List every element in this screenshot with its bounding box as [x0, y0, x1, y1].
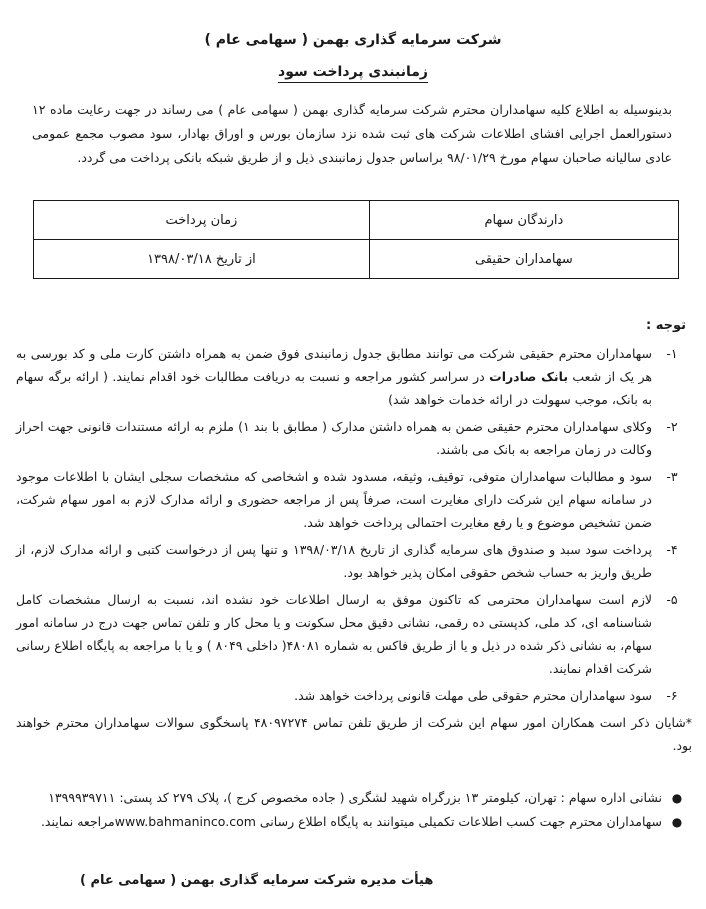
note-text: سود سهامداران محترم حقوقی طی مهلت قانونی پرداخت خواهد شد.: [294, 688, 652, 703]
note-number: ۶-: [666, 688, 678, 703]
cell-payment-date: از تاریخ ۱۳۹۸/۰۳/۱۸: [34, 240, 370, 279]
website-text: [32, 810, 662, 834]
board-signature: هیأت مدیره شرکت سرمایه گذاری بهمن ( سهامی عام ): [80, 873, 434, 888]
note-number: ۵-: [666, 592, 678, 607]
notes-list: [16, 342, 692, 711]
note-text: [16, 342, 652, 411]
note-item: [16, 538, 692, 584]
table-row: [34, 240, 679, 279]
bank-name: بانک صادرات: [489, 369, 569, 384]
note-item: [16, 684, 692, 707]
header-shareholders: دارندگان سهام: [369, 201, 678, 240]
note-item: [16, 415, 692, 461]
note-text-part: سهامداران محترم حقیقی شرکت می توانند مطابق جدول زمانبندی فوق ضمن به همراه داشتن کارت ملی و کد بورسی به هر یک از شعب: [16, 346, 652, 384]
header-payment-time: زمان پرداخت: [34, 201, 370, 240]
note-item: [16, 588, 692, 680]
note-number: ۴-: [666, 542, 678, 557]
list-item: [32, 810, 692, 834]
bullet-dot-icon: ●: [671, 815, 683, 829]
cell-shareholder-type: سهامداران حقیقی: [369, 240, 678, 279]
list-item: [32, 786, 692, 810]
contact-bullets: [32, 786, 692, 834]
bullet-dot-icon: ●: [671, 791, 683, 805]
website-trail-text: مراجعه نمایند.: [40, 814, 115, 829]
note-text: سود و مطالبات سهامداران متوفی، توقیف، وثیقه، مسدود شده و اشخاصی که مشخصات سجلی ایشان با اطلاعات موجود در سامانه سهام این شرکت دارای مغایرت است، صرفاً پس از مراجعه حضوری و ارائه مدارک لازم به امور سهام شرکت، ضمن تشخیص موضوع و یا رفع مغایرت احتمالی پرداخت خواهد شد.: [16, 469, 652, 530]
payment-schedule-table: [33, 200, 679, 279]
note-item: [16, 342, 692, 411]
note-text: لازم است سهامداران محترمی که تاکنون موفق به ارسال اطلاعات خود نشده اند، نسبت به ارسال مشخصات کامل شناسنامه ای، کد ملی، کدپستی ده رقمی، نشانی دقیق محل سکونت و یا محل کار و تلفن تماس جهت درج در سامانه امور سهام، به نشانی ذکر شده در ذیل و یا از طریق فاکس به شماره ۴۸۰۸۱( داخلی ۸۰۴۹ ) و یا با مراجعه به پایگاه اطلاع رسانی شرکت اقدام نمایند.: [16, 592, 652, 676]
website-link[interactable]: www.bahmaninco.com: [114, 814, 256, 829]
address-text: نشانی اداره سهام : تهران، کیلومتر ۱۳ بزرگراه شهید لشگری ( جاده مخصوص کرج )، پلاک ۲۷۹ کد پستی: ۱۳۹۹۹۳۹۷۱۱: [48, 790, 662, 805]
notes-heading: توجه :: [645, 318, 686, 333]
company-title: شرکت سرمایه گذاری بهمن ( سهامی عام ): [204, 32, 502, 48]
subtitle-text: زمانبندی پرداخت سود: [278, 64, 428, 83]
note-number: ۱-: [666, 346, 678, 361]
intro-paragraph: بدینوسیله به اطلاع کلیه سهامداران محترم شرکت سرمایه گذاری بهمن ( سهامی عام ) می رساند در جهت رعایت ماده ۱۲ دستورالعمل اجرایی افشای اطلاعات شرکت های ثبت شده نزد سازمان بورس و اوراق بهادار، سود مصوب مجمع عمومی عادی سالیانه صاحبان سهام مورخ ۹۸/۰۱/۲۹ براساس جدول زمانبندی ذیل و از طریق شبکه بانکی پرداخت می گردد.: [32, 102, 672, 165]
note-text-part: در سراسر کشور مراجعه و نسبت به دریافت مطالبات خود اقدام نمایند. ( ارائه برگه سهام به بانک، موجب سهولت در ارائه خدمات خواهد شد): [16, 369, 652, 407]
website-lead-text: سهامداران محترم جهت کسب اطلاعات تکمیلی میتوانند به پایگاه اطلاع رسانی: [259, 814, 662, 829]
note-text: پرداخت سود سبد و صندوق های سرمایه گذاری از تاریخ ۱۳۹۸/۰۳/۱۸ و تنها پس از درخواست کتبی و ارائه مدارک لازم، از طریق واریز به حساب شخص حقوقی امکان پذیر خواهد بود.: [16, 542, 652, 580]
table-header-row: [34, 201, 679, 240]
note-number: ۳-: [666, 469, 678, 484]
note-text: وکلای سهامداران محترم حقیقی ضمن به همراه داشتن مدارک ( مطابق با بند ۱) ملزم به ارائه مستندات قانونی جهت احراز وکالت در زمان مراجعه به بانک می باشند.: [16, 419, 652, 457]
document-subtitle: [0, 64, 706, 80]
contact-footnote: *شایان ذکر است همکاران امور سهام این شرکت از طریق تلفن تماس ۴۸۰۹۷۲۷۴ پاسخگوی سوالات سهامداران محترم خواهند بود.: [16, 715, 692, 753]
note-item: [16, 465, 692, 534]
note-number: ۲-: [666, 419, 678, 434]
